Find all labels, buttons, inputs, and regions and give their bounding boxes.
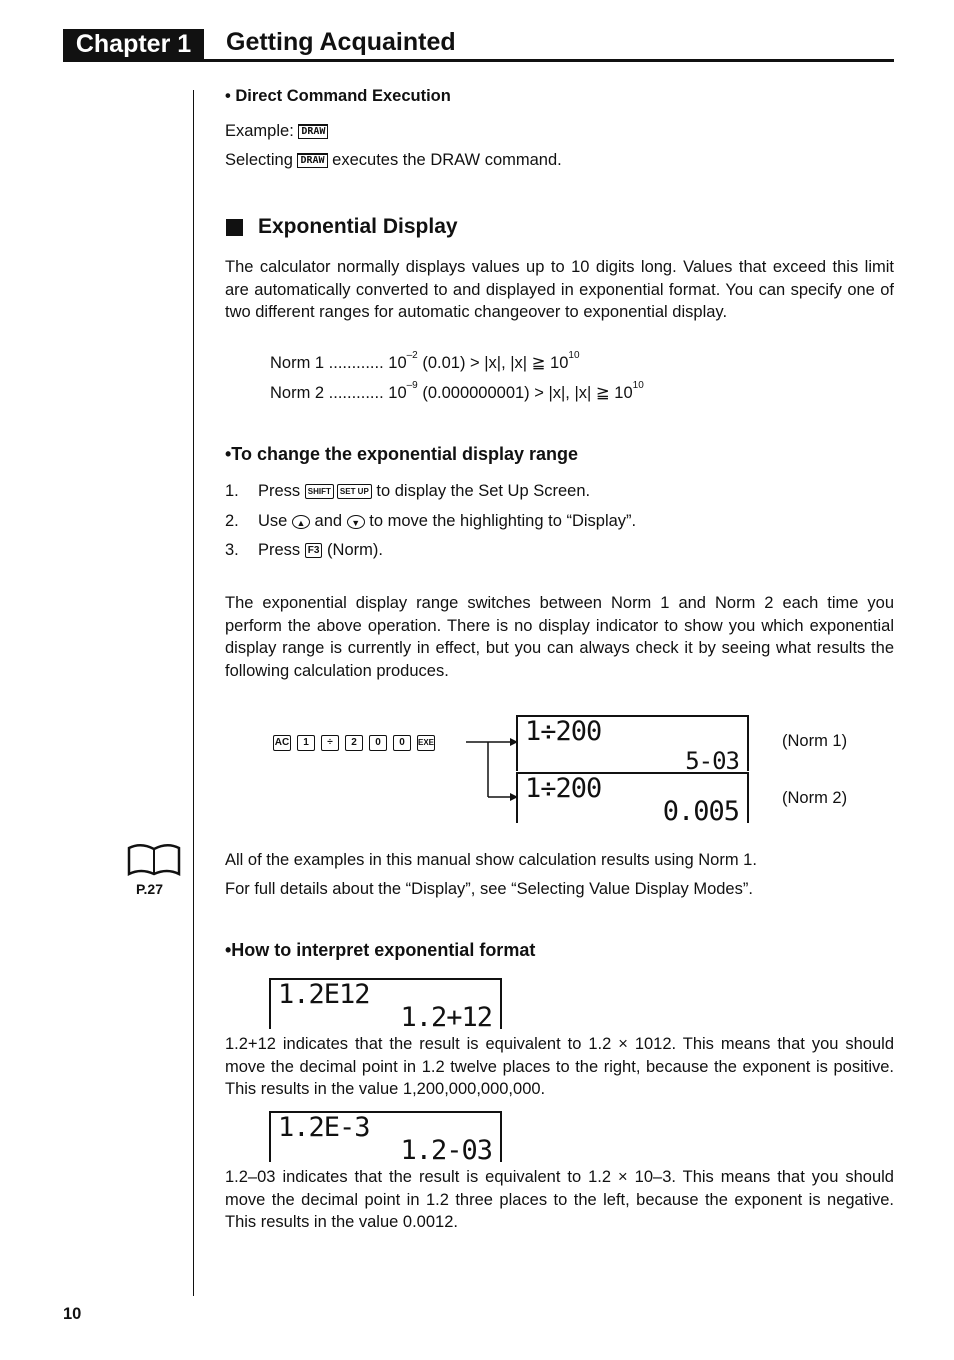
one-key-icon: 1 [297,735,315,751]
lcd-norm2-input: 1÷200 [525,773,602,804]
step-1-post: to display the Set Up Screen. [376,482,591,500]
step-2 [225,512,637,531]
draw-softkey-inline: DRAW [297,153,327,168]
branch-arrows-icon [466,735,520,805]
step-3-post: (Norm). [327,541,383,559]
norm1-range: (0.01) > |x|, |x| ≧ 10 [417,354,569,372]
direct-command-heading: • Direct Command Execution [225,87,451,105]
step-1 [225,482,591,501]
selecting-pre: Selecting [225,151,293,169]
lcd-screen-positive-exp [269,978,502,1033]
norm2-caption: (Norm 2) [782,789,848,807]
norm1-line [270,350,580,373]
example-label: Example: [225,122,294,140]
shift-key-icon: SHIFT [305,484,334,499]
step-2-pre: Use [258,512,288,530]
step-1-pre: Press [258,482,301,500]
step-3-num: 3. [225,541,239,559]
step-3 [225,541,383,560]
chapter-title: Getting Acquainted [226,28,456,56]
zero-key-icon: 0 [369,735,387,751]
section-square-icon [226,219,243,236]
lcd-screen-norm1 [516,715,749,775]
negative-exp-paragraph: 1.2–03 indicates that the result is equivalent to 1.2 × 10–3. This means that you should move the decimal point in 1.2 three places to the left, because the exponent is negative. This results in the value 0.0012. [225,1168,894,1231]
norm1-label: Norm 1 ............ 10 [270,354,407,372]
norm1-exp2: 10 [568,350,580,361]
lcd-norm2-result: 0.005 [662,796,739,827]
note-line-1: All of the examples in this manual show calculation results using Norm 1. [225,851,757,869]
book-reference-icon [126,842,182,878]
two-key-icon: 2 [345,735,363,751]
lcd-screen-negative-exp [269,1111,502,1166]
example-line [225,122,328,141]
norm2-range: (0.000000001) > |x|, |x| ≧ 10 [417,384,633,402]
lcd-negative-result: 1.2-03 [400,1135,492,1166]
intro-paragraph: The calculator normally displays values up to 10 digits long. Values that exceed this limit are automatically converted to and displayed in exponential format. You can specify one of two different ranges for automatic changeover to exponential display. [225,258,894,321]
step-3-pre: Press [258,541,301,559]
cursor-down-key-icon: ▼ [347,515,365,529]
section-heading: Exponential Display [258,215,458,238]
key-sequence [273,733,441,752]
step-1-num: 1. [225,482,239,500]
lcd-norm1-result: 5-03 [685,747,739,775]
note-line-2: For full details about the “Display”, see “Selecting Value Display Modes”. [225,880,753,898]
positive-exp-paragraph: 1.2+12 indicates that the result is equivalent to 1.2 × 1012. This means that you should move the decimal point in 1.2 twelve places to the right, because the exponent is positive. This results in the value 1,200,000,000,000. [225,1035,894,1098]
exe-key-icon: EXE [417,735,435,751]
step-2-post: to move the highlighting to “Display”. [369,512,637,530]
explain-paragraph: The exponential display range switches between Norm 1 and Norm 2 each time you perform the above operation. There is no display indicator to show you which exponential display range is currently in effect, but you can always check it by seeing what results the following calculation produces. [225,594,894,680]
lcd-positive-input: 1.2E12 [278,979,370,1010]
divide-key-icon: ÷ [321,735,339,751]
draw-softkey: DRAW [298,124,328,139]
change-range-heading: •To change the exponential display range [225,444,579,464]
norm2-line [270,380,644,403]
norm1-exp: –2 [406,350,418,361]
norm2-exp: –9 [406,380,418,391]
step-2-mid: and [314,512,343,530]
margin-rule [193,90,194,1296]
chapter-label: Chapter 1 [63,29,204,60]
cursor-up-key-icon: ▲ [292,515,310,529]
zero-key-icon: 0 [393,735,411,751]
ac-key-icon: AC [273,735,291,751]
page-number: 10 [63,1305,82,1323]
norm2-exp2: 10 [632,380,644,391]
norm1-caption: (Norm 1) [782,732,848,750]
step-2-num: 2. [225,512,239,530]
selecting-line [225,151,562,170]
norm2-label: Norm 2 ............ 10 [270,384,407,402]
lcd-negative-input: 1.2E-3 [278,1112,370,1143]
selecting-post: executes the DRAW command. [332,151,562,169]
setup-key-icon: SET UP [337,484,372,499]
lcd-norm1-input: 1÷200 [525,716,602,747]
f3-key-icon: F3 [305,543,323,558]
interpret-heading: •How to interpret exponential format [225,940,536,960]
lcd-positive-result: 1.2+12 [400,1002,492,1033]
lcd-screen-norm2 [516,772,749,827]
page-reference: P.27 [136,881,163,897]
